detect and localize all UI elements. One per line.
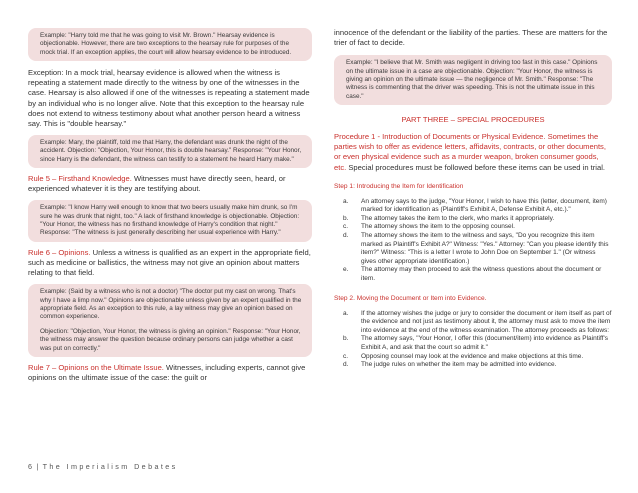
list-text: The judge rules on whether the item may be admitted into evidence. <box>361 361 557 369</box>
page-footer <box>28 462 178 471</box>
example-box-opinions <box>28 284 312 357</box>
list-letter: b. <box>343 335 349 343</box>
step-2-title: Step 2. Moving the Document or Item into Evidence. <box>334 294 487 302</box>
list-item <box>334 353 612 362</box>
left-column <box>28 0 312 383</box>
rule-6-text: Unless a witness is qualified as an expert in the appropriate field, such as medicine or ballistics, the witness may not give an opinion about matters relating to that field. <box>28 247 311 277</box>
list-letter: d. <box>343 361 349 369</box>
list-item <box>334 232 612 266</box>
list-text: An attorney says to the judge, "Your Honor, I wish to have this (letter, document, item) marked for identification as (Plaintiff's Exhibit A, Defense Exhibit A, etc.)." <box>361 197 607 214</box>
list-letter: c. <box>343 352 349 360</box>
list-item <box>334 198 612 215</box>
example-box-hearsay <box>28 28 312 61</box>
step-2-list <box>334 310 612 370</box>
list-letter: c. <box>343 223 349 231</box>
list-letter: b. <box>343 214 349 222</box>
example-text: Example: Mary, the plaintiff, told me that Harry, the defendant was drunk the night of the accident. Objection: "Objection, Your Honor, this is double hearsay." Response: "Your Honor, since Harry is the defendant, the witness can testify to a statement he heard Harry make." <box>40 138 302 163</box>
example-box-firsthand <box>28 200 312 242</box>
list-letter: a. <box>343 309 349 317</box>
rule-6-paragraph <box>28 248 312 278</box>
rule-5-text: Witnesses must have directly seen, heard, or experienced whatever it is they are testifying about. <box>28 174 286 194</box>
list-letter: e. <box>343 266 349 274</box>
rule-7-title: Rule 7 – Opinions on the Ultimate Issue. <box>28 362 164 372</box>
example-box-double-hearsay <box>28 135 312 168</box>
example-text: Example: (Said by a witness who is not a doctor) "The doctor put my cast on wrong. That's why I have a limp now." Opinions are objectionable unless given by an expert qualified in the appropriate field. As an exception to this rule, a lay witness may give an opinion based on common experience. <box>40 288 302 321</box>
example-text: Example: "Harry told me that he was going to visit Mr. Brown." Hearsay evidence is objectionable. However, there are two exceptions to the hearsay rule for purposes of the mock trial. If an exception applies, the court will allow hearsay evidence to be introduced. <box>40 32 292 56</box>
list-item <box>334 266 612 283</box>
right-column <box>334 0 612 370</box>
page-number: 6 <box>28 462 32 471</box>
list-item <box>334 310 612 336</box>
list-text: Opposing counsel may look at the evidence and make objections at this time. <box>361 352 584 360</box>
procedure-1-paragraph <box>334 132 612 172</box>
step-1-list <box>334 198 612 284</box>
list-letter: d. <box>343 231 349 239</box>
list-text: The attorney may then proceed to ask the witness questions about the document or item. <box>361 266 602 282</box>
rule-6-title: Rule 6 – Opinions. <box>28 247 91 257</box>
list-text: If the attorney wishes the judge or jury to consider the document or item itself as part of the evidence and not just as testimony about it, the attorney must ask to move the item into evidence at the end of the witness examination. The attorney proceeds as follows: <box>361 309 612 334</box>
part-three-heading: PART THREE – SPECIAL PROCEDURES <box>401 115 545 125</box>
list-text: The attorney shows the item to the opposing counsel. <box>361 223 515 231</box>
list-item <box>334 215 612 224</box>
list-item <box>334 361 612 370</box>
exception-paragraph: Exception: In a mock trial, hearsay evidence is allowed when the witness is repeating a statement made directly to the witness by one of the witnesses in the case. Hearsay is also allowed if one of the witnesses is repeating a statement made by an individual who is no longer alive. Note that this exception to the hearsay rule does not extend to witness testimony about what another person heard a witness say. This is "double hearsay." <box>28 68 310 128</box>
procedure-1-text: Special procedures must be followed before these items can be used in trial. <box>346 162 606 172</box>
step-1-title: Step 1: Introducing the Item for Identification <box>334 182 464 190</box>
rule-7-text: Witnesses, including experts, cannot give opinions on the ultimate issue of the case: the guilt or <box>28 362 306 383</box>
rule-5-title: Rule 5 – Firsthand Knowledge. <box>28 174 132 183</box>
list-letter: a. <box>343 197 349 205</box>
continued-paragraph: innocence of the defendant or the liability of the parties. These are matters for the trier of fact to decide. <box>334 28 608 48</box>
example-text: Example: "I know Harry well enough to know that two beers usually make him drunk, so I'm sure he was drunk that night, too." A lack of firsthand knowledge is objectionable. Objection: "Your Honor, the witness has no firsthand knowledge of Harry's condition that night." Response: "The witness is just generally describing her usual experience with Harry." <box>40 204 300 237</box>
example-text: Example: "I believe that Mr. Smith was negligent in driving too fast in this case." Opinions on the ultimate issue in a case are objectionable. Objection: "Your Honor, the witness is giving an opinion on the ultimate issue — the negligence of Mr. Smith." Response: "The witness is commenting that the driver was speeding. This is not the ultimate issue in this case." <box>346 59 598 100</box>
footer-separator: | <box>36 462 39 471</box>
rule-7-paragraph <box>28 363 312 383</box>
example-box-ultimate-issue <box>334 55 612 105</box>
procedure-1-title: Procedure 1 - Introduction of Documents or Physical Evidence. Sometimes the parties wish to offer as evidence letters, affidavits, contracts, or other documents, or even physical evidence such as a murder weapon, broken consumer goods, etc. <box>334 132 606 172</box>
objection-text: Objection: "Objection, Your Honor, the witness is giving an opinion." Response: "Your Honor, the witness may answer the question because ordinary persons can judge whether a cast was put on correctly." <box>40 327 301 352</box>
list-text: The attorney says, "Your Honor, I offer this (document/item) into evidence as Plaintiff's Exhibit A, and ask that the court so admit it." <box>361 335 608 351</box>
rule-5-paragraph <box>28 174 312 194</box>
list-item <box>334 223 612 232</box>
list-text: The attorney takes the item to the clerk, who marks it appropriately. <box>361 214 555 222</box>
list-text: The attorney shows the item to the witness and says, "Do you recognize this item marked as Plaintiff's Exhibit A?" Witness: "Yes." Attorney: "Can you please identify this item?" Witness: "This is a letter I wrote to John Doe on September 1." (Or witness gives other appropriate identification.) <box>361 231 609 265</box>
list-item <box>334 335 612 352</box>
footer-title: The Imperialism Debates <box>42 462 178 471</box>
